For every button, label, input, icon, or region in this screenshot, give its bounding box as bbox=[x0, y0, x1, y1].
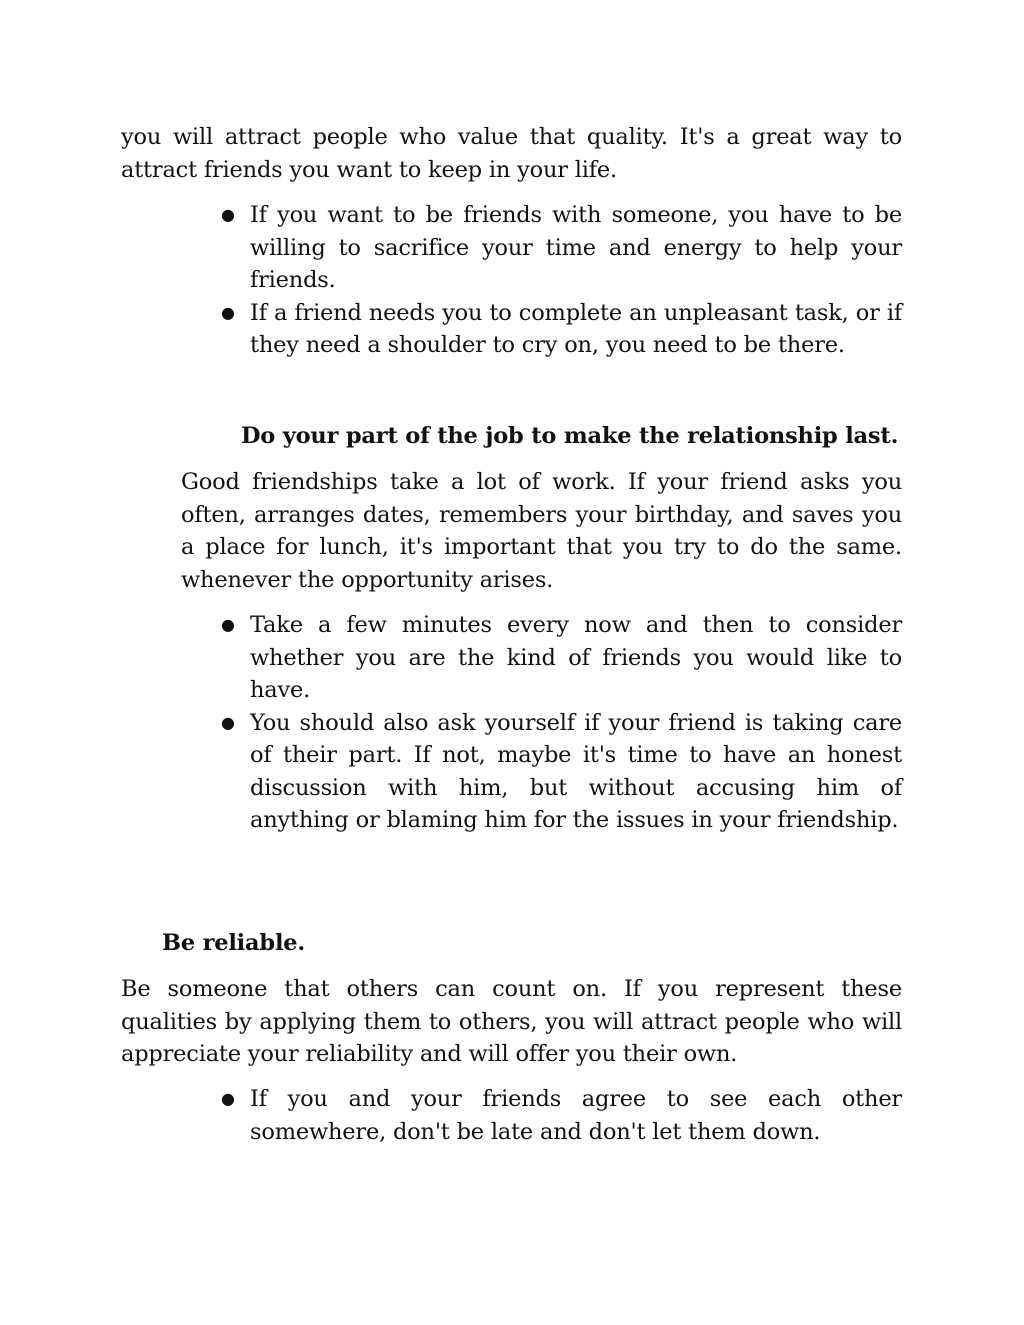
intro-bullet-list bbox=[221, 199, 902, 362]
section-part-paragraph: Good friendships take a lot of work. If your friend asks you often, arranges dates, remembers your birthday, and saves you a place for lunch, it's important that you try to do the same. whenever the opportunity arises. bbox=[181, 469, 902, 593]
section-reliable-paragraph: Be someone that others can count on. If you represent these qualities by applying them to others, you will attract people who will appreciate your reliability and will offer you their own. bbox=[121, 976, 902, 1067]
list-item-text: If you want to be friends with someone, you have to be willing to sacrifice your time and energy to help your friends. bbox=[250, 202, 902, 293]
list-item-text: If you and your friends agree to see each other somewhere, don't be late and don't let them down. bbox=[250, 1086, 902, 1145]
section-reliable-bullet-list bbox=[221, 1083, 902, 1148]
bullet-icon: ● bbox=[221, 615, 235, 634]
section-heading-reliable: Be reliable. bbox=[162, 930, 306, 956]
list-item bbox=[221, 609, 902, 707]
list-item-text: If a friend needs you to complete an unpleasant task, or if they need a shoulder to cry on, you need to be there. bbox=[250, 299, 902, 358]
list-item bbox=[221, 297, 902, 362]
intro-paragraph: you will attract people who value that quality. It's a great way to attract friends you want to keep in your life. bbox=[121, 124, 902, 183]
list-item bbox=[221, 1083, 902, 1148]
list-item bbox=[221, 707, 902, 837]
list-item bbox=[221, 199, 902, 297]
bullet-icon: ● bbox=[221, 302, 235, 322]
list-item-text: Take a few minutes every now and then to consider whether you are the kind of friends you would like to have. bbox=[250, 612, 902, 703]
list-item-text: You should also ask yourself if your friend is taking care of their part. If not, maybe it's time to have an honest discussion with him, but without accusing him of anything or blaming him for the issues in your friendship. bbox=[250, 709, 902, 833]
bullet-icon: ● bbox=[221, 205, 235, 224]
section-heading-part: Do your part of the job to make the relationship last. bbox=[241, 423, 899, 449]
bullet-icon: ● bbox=[221, 712, 235, 732]
bullet-icon: ● bbox=[221, 1089, 235, 1108]
section-part-bullet-list bbox=[221, 609, 902, 837]
